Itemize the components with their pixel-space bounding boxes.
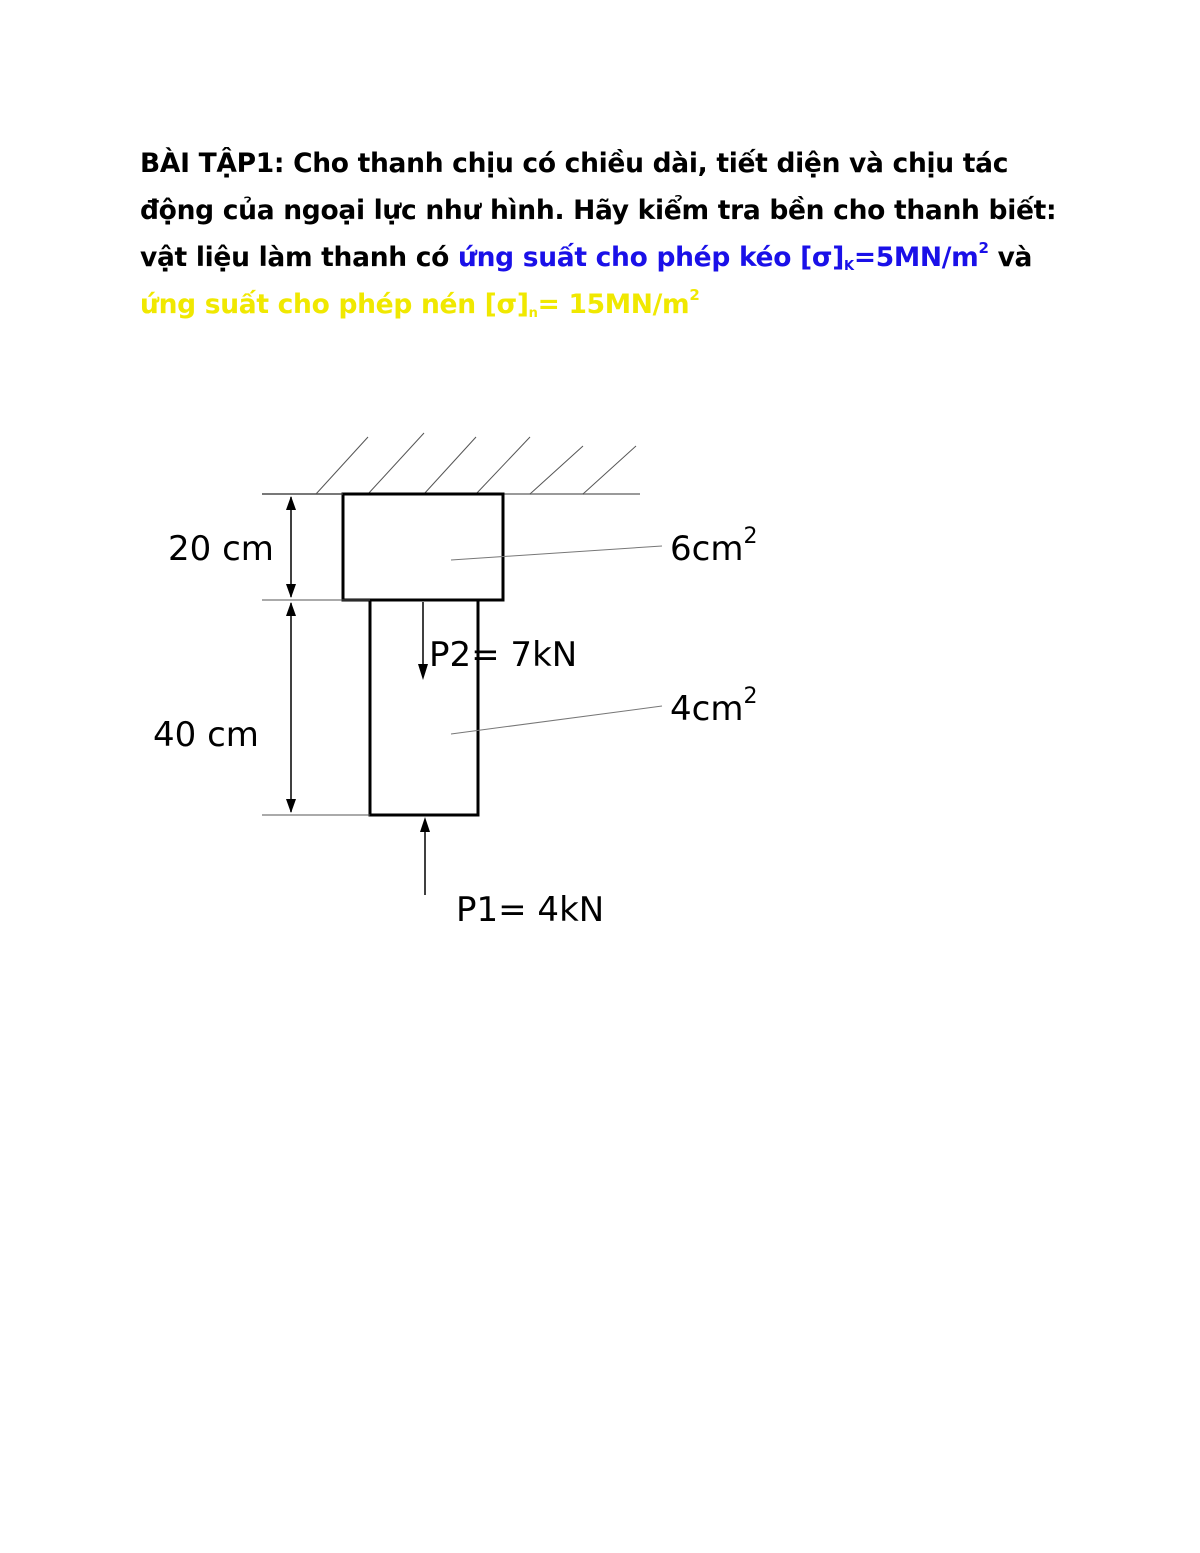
compression-superscript: 2 bbox=[689, 286, 700, 304]
load-p2-arrow bbox=[418, 602, 428, 680]
length-lower-label: 40 cm bbox=[153, 715, 259, 755]
tension-value: =5MN/m bbox=[853, 242, 979, 273]
compression-value: = 15MN/m bbox=[537, 289, 690, 320]
compression-label: ứng suất cho phép nén [σ] bbox=[140, 289, 529, 320]
tension-label: ứng suất cho phép kéo [σ] bbox=[458, 242, 845, 273]
compression-subscript: n bbox=[528, 306, 538, 321]
length-upper-label: 20 cm bbox=[168, 529, 274, 569]
lower-segment bbox=[370, 600, 478, 815]
tension-subscript: K bbox=[844, 259, 854, 274]
fixed-support bbox=[262, 433, 640, 494]
dimension-lower bbox=[286, 602, 296, 813]
problem-line-3-prefix: vật liệu làm thanh có bbox=[140, 242, 458, 273]
load-p1-arrow bbox=[420, 817, 430, 895]
problem-line-1-text: Cho thanh chịu có chiều dài, tiết diện và chịu tác bbox=[284, 148, 1009, 179]
problem-line-2: động của ngoại lực như hình. Hãy kiểm tra bền cho thanh biết: bbox=[140, 195, 1057, 226]
upper-segment bbox=[343, 494, 503, 600]
load-p1-label: P1= 4kN bbox=[456, 890, 605, 930]
area-upper-label: $6cm^2$ bbox=[670, 524, 758, 569]
leader-lower bbox=[451, 706, 662, 734]
load-p2-label: P2= 7kN bbox=[429, 635, 578, 675]
area-lower-label: $4cm^2$ bbox=[670, 684, 758, 729]
tension-superscript: 2 bbox=[978, 239, 989, 257]
dimension-upper bbox=[286, 496, 296, 598]
connector-text: và bbox=[988, 242, 1033, 273]
leader-upper bbox=[451, 546, 662, 560]
problem-heading: BÀI TẬP1: bbox=[140, 148, 285, 179]
